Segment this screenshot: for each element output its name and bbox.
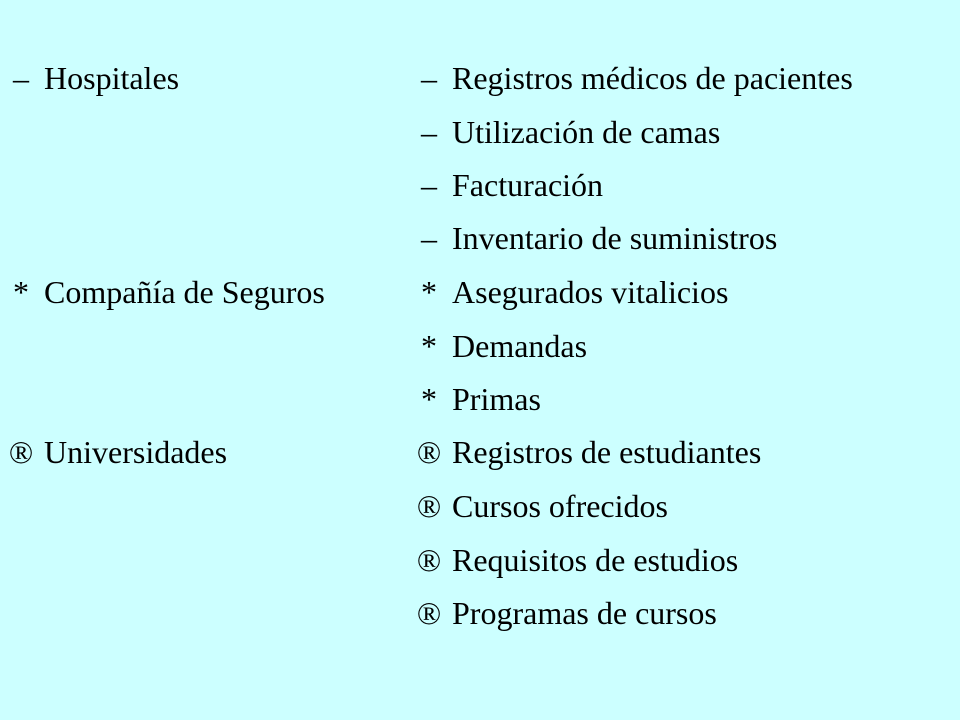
organization-label: Universidades	[44, 434, 228, 470]
registered-bullet: ®	[416, 434, 442, 470]
organization-label: Hospitales	[44, 60, 180, 96]
record-label: Inventario de suministros	[452, 220, 778, 256]
asterisk-bullet: *	[13, 274, 29, 310]
registered-bullet: ®	[416, 488, 442, 524]
record-label: Facturación	[452, 167, 604, 203]
asterisk-bullet: *	[421, 274, 437, 310]
record-label: Cursos ofrecidos	[452, 488, 668, 524]
dash-bullet: –	[421, 114, 437, 150]
record-label: Requisitos de estudios	[452, 542, 739, 578]
dash-bullet: –	[421, 220, 437, 256]
asterisk-bullet: *	[421, 381, 437, 417]
organization-label: Compañía de Seguros	[44, 274, 325, 310]
record-label: Primas	[452, 381, 541, 417]
dash-bullet: –	[13, 60, 29, 96]
record-label: Registros médicos de pacientes	[452, 60, 853, 96]
asterisk-bullet: *	[421, 328, 437, 364]
dash-bullet: –	[421, 167, 437, 203]
record-label: Asegurados vitalicios	[452, 274, 729, 310]
registered-bullet: ®	[8, 434, 34, 470]
registered-bullet: ®	[416, 542, 442, 578]
registered-bullet: ®	[416, 595, 442, 631]
record-label: Utilización de camas	[452, 114, 721, 150]
record-label: Demandas	[452, 328, 588, 364]
record-label: Registros de estudiantes	[452, 434, 762, 470]
dash-bullet: –	[421, 60, 437, 96]
record-label: Programas de cursos	[452, 595, 717, 631]
